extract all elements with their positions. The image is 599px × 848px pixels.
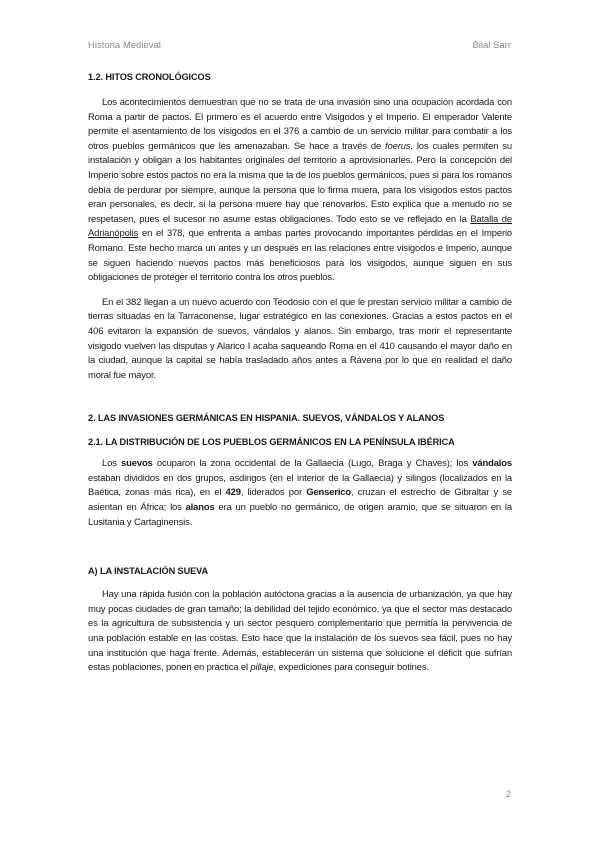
text-run: Los acontecimientos demuestran que no se trata de una invasión sino una ocupación acordada con Roma a partir de pactos. El primero es el acuerdo entre Visigodos y el Imperio. El emperador Valente permite el asentamiento de los visigodos en el 376 a cambio de un servicio militar para combatir a los otros pueblos germánicos que les amenazaban. Se hace a través de: [88, 97, 512, 152]
term-pillaje: pillaje: [250, 662, 274, 674]
header-course-title: Historia Medieval: [88, 40, 161, 51]
text-run: Los: [102, 458, 122, 470]
text-run: ocuparon la zona occidental de la Gallaecia (Lugo, Braga y Chaves); los: [152, 458, 473, 470]
text-run: , cruzan el estrecho de Gibraltar y se asientan en África; los: [88, 487, 512, 514]
heading-instalacion-sueva: A) LA INSTALACIÓN SUEVA: [88, 566, 209, 577]
page-number: 2: [505, 789, 511, 800]
paragraph-instalacion-sueva-1: [88, 588, 512, 676]
text-run: , liderados por: [240, 487, 307, 499]
heading-hitos-cronologicos: 1.2. HITOS CRONOLÓGICOS: [88, 72, 211, 82]
header-author: Bilal Sarr: [472, 40, 511, 51]
paragraph-hitos-1: [88, 96, 512, 286]
term-year-429: 429: [225, 487, 241, 499]
term-batalla-adrianopolis: Batalla de Adrianópolis: [88, 213, 512, 240]
text-run: , los cuales permiten su instalación y obligan a los habitantes originales del territorio a aprovisionarles. Pero la concepción del Imperio sobre estos pactos no era la misma que la de los pueblos germánicos, pues si para los romanos debía de perdurar por siempre, aunque la persona que lo firma muera, para los visigodos estos pactos eran personales, es decir, si la persona muere hay que renovarlos. Esto explica que a menudo no se respetasen, pues el sucesor no asume estas obligaciones. Todo esto se ve reflejado en la: [88, 140, 512, 225]
paragraph-distribucion-1: [88, 457, 512, 530]
text-run: en el 378, que enfrenta a ambas partes provocando importantes pérdidas en el Imperio Romano. Este hecho marca un antes y un después en las relaciones entre visigodos e Imperio, aunque se siguen haciendo nuevos pactos más beneficiosos para los visigodos, aunque siguen en sus obligaciones de proteger el territorio contra los otros pueblos.: [88, 228, 512, 284]
text-run: estaban divididos en dos grupos, asdingos (en el interior de la Gallaecia) y silingos (localizados en la Baética, zonas más rica), en el: [88, 472, 512, 499]
term-foerus: foerus: [385, 140, 411, 152]
term-alanos: alanos: [185, 502, 215, 514]
heading-invasiones-germanicas: 2. LAS INVASIONES GERMÁNICAS EN HISPANIA. SUEVOS, VÁNDALOS Y ALANOS: [88, 413, 445, 424]
page-header: [88, 40, 511, 54]
heading-distribucion-pueblos: 2.1. LA DISTRIBUCIÓN DE LOS PUEBLOS GERMÁNICOS EN LA PENÍNSULA IBÉRICA: [88, 437, 455, 448]
page-content: [88, 70, 512, 676]
term-suevos: suevos: [121, 458, 153, 470]
text-run: Hay una rápida fusión con la población autóctona gracias a la ausencia de urbanización, ya que hay muy pocas ciudades de gran tamaño; la debilidad del tejido económico, ya que el sector más destacado es la agricultura de subsistencia y un sector pesquero complementario que permitía la pervivencia de una población estable en las costas. Esto hace que la instalación de los suevos sea fácil, pues no hay una institución que haga frente. Además, establecerán un sistema que solucione el déficit que sufrían estas poblaciones, ponen en práctica el: [88, 589, 512, 674]
term-vandalos: vándalos: [472, 458, 512, 470]
text-run: , expediciones para conseguir botines.: [273, 662, 429, 674]
paragraph-hitos-2: En el 382 llegan a un nuevo acuerdo con Teodosio con el que le prestan servicio militar a cambio de tierras situadas en la Tarraconense, lugar estratégico en las conexiones. Gracias a estos pactos en el 406 evitaron la expansión de suevos, vándalos y alanos. Sin embargo, tras morir el representante visigodo vuelven las disputas y Alarico I acaba saqueando Roma en el 410 causando el mayor daño en la ciudad, aunque la capital se había trasladado años antes a Rávena por lo que en realidad el daño moral fue mayor.: [88, 296, 512, 381]
term-genserico: Genserico: [306, 487, 352, 499]
text-run: era un pueblo no germánico, de origen aramio, que se situaron en la Lusitania y Cartaginensis.: [88, 502, 512, 528]
